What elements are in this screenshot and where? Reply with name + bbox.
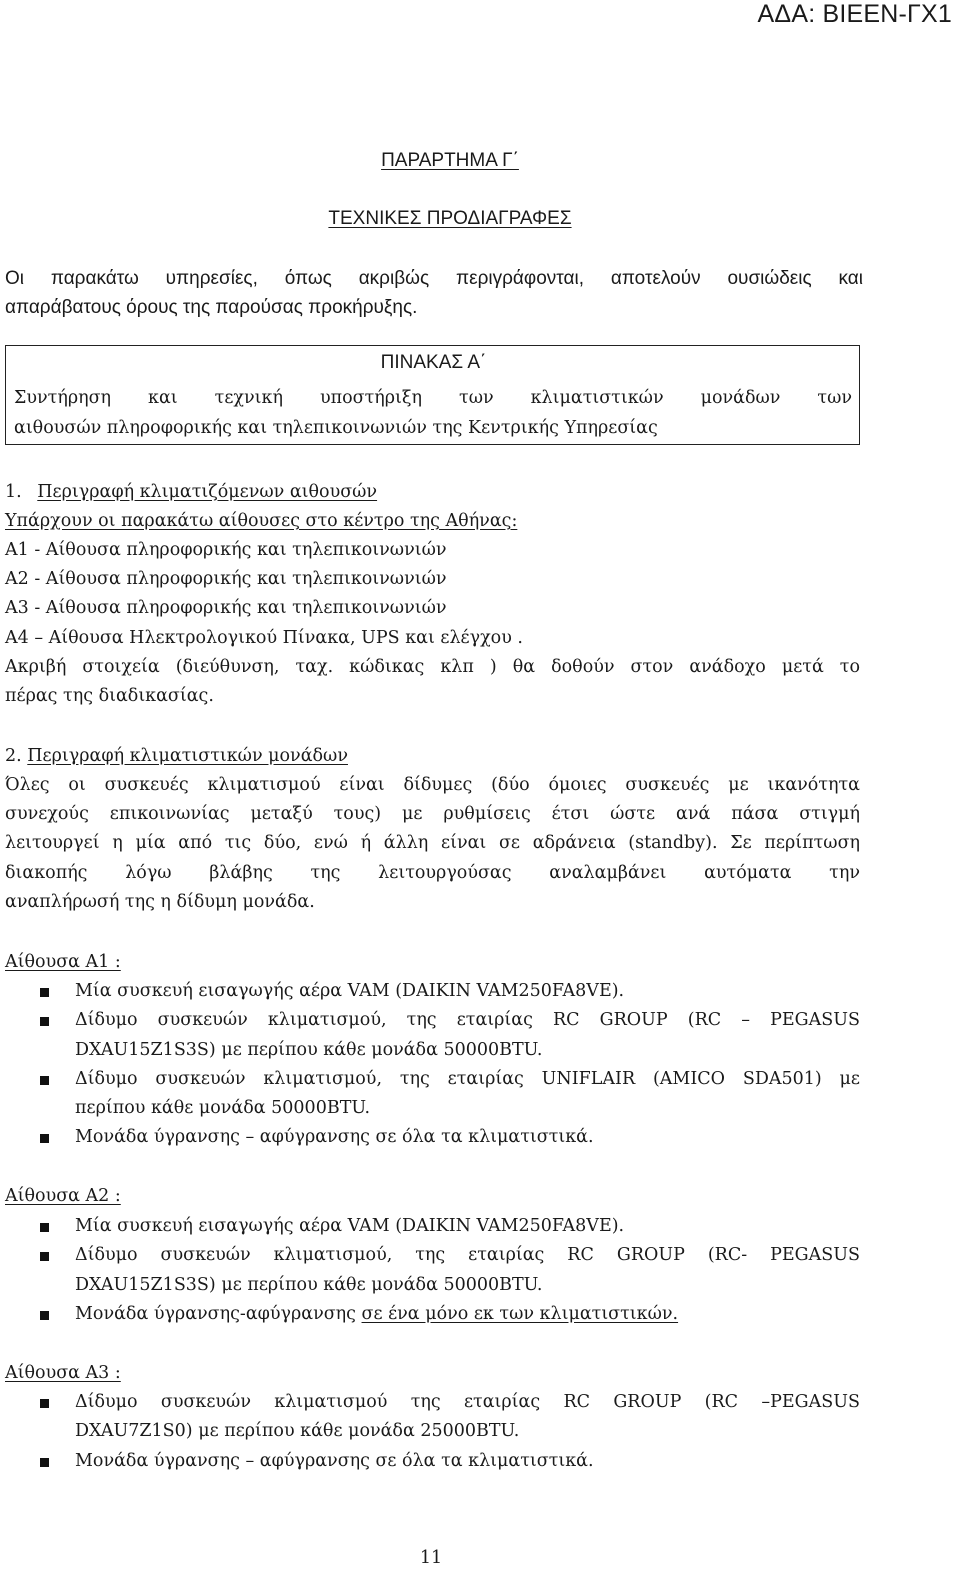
table-a-line-1: Συντήρηση και τεχνική υποστήριξη των κλιματιστικών μονάδων των [14, 388, 852, 408]
room-a2-title [5, 1186, 860, 1206]
bullet-icon [40, 1399, 49, 1408]
table-a-line-2: αιθουσών πληροφορικής και τηλεπικοινωνιών της Κεντρικής Υπηρεσίας [14, 418, 658, 438]
bullet-icon [40, 1017, 49, 1026]
bullet-icon [40, 1458, 49, 1467]
room-a2-title-text: Αίθουσα Α2 : [5, 1186, 121, 1206]
list-item-continuation: DXAU7Z1S0) με περίπου κάθε μονάδα 25000BTU. [75, 1421, 520, 1441]
bullet-icon [40, 1223, 49, 1232]
list-item: Μονάδα ύγρανσης – αφύγρανσης σε όλα τα κλιματιστικά. [75, 1451, 594, 1471]
list-item: Δίδυμο συσκευών κλιματισμού, της εταιρίας UNIFLAIR (AMICO SDA501) με [75, 1069, 860, 1089]
room-a1-title-text: Αίθουσα Α1 : [5, 952, 121, 972]
list-item-text: Μονάδα ύγρανσης-αφύγρανσης [75, 1304, 362, 1324]
room-list-item: Α1 - Αίθουσα πληροφορικής και τηλεπικοινωνιών [5, 540, 447, 560]
table-a-box [5, 345, 860, 445]
room-list-item: Α3 - Αίθουσα πληροφορικής και τηλεπικοινωνιών [5, 598, 447, 618]
list-item-continuation: DXAU15Z1S3S) με περίπου κάθε μονάδα 50000BTU. [75, 1275, 543, 1295]
bullet-icon [40, 1311, 49, 1320]
section-2-line: λειτουργεί η μία από τις δύο, ενώ ή άλλη είναι σε αδράνεια (standby). Σε περίπτωση [5, 833, 860, 853]
room-a3-title-text: Αίθουσα Α3 : [5, 1363, 121, 1383]
section-1-note-line-1: Ακριβή στοιχεία (διεύθυνση, ταχ. κώδικας κλπ ) θα δοθούν στον ανάδοχο μετά το [5, 657, 860, 677]
list-item-underlined-text: σε ένα μόνο εκ των κλιματιστικών. [361, 1304, 679, 1324]
list-item [75, 1304, 860, 1324]
specs-title: ΤΕΧΝΙΚΕΣ ΠΡΟΔΙΑΓΡΑΦΕΣ [328, 208, 572, 229]
table-a-title: ΠΙΝΑΚΑΣ Α΄ [380, 352, 487, 373]
section-2-line: διακοπής λόγω βλάβης της λειτουργούσας αναλαμβάνει αυτόματα την [5, 863, 860, 883]
list-item: Μία συσκευή εισαγωγής αέρα VAM (DAIKIN VAM250FA8VE). [75, 1216, 625, 1236]
list-item: Δίδυμο συσκευών κλιματισμού, της εταιρίας RC GROUP (RC- PEGASUS [75, 1245, 860, 1265]
section-1-subheading-text: Υπάρχουν οι παρακάτω αίθουσες στο κέντρο της Αθήνας: [5, 511, 518, 531]
intro-line-1: Οι παρακάτω υπηρεσίες, όπως ακριβώς περιγράφονται, αποτελούν ουσιώδεις και [5, 268, 863, 289]
room-list-item: Α4 – Αίθουσα Ηλεκτρολογικού Πίνακα, UPS και ελέγχου . [5, 628, 523, 648]
bullet-icon [40, 988, 49, 997]
room-a1-title [5, 952, 860, 972]
list-item: Δίδυμο συσκευών κλιματισμού της εταιρίας RC GROUP (RC –PEGASUS [75, 1392, 860, 1412]
list-item: Δίδυμο συσκευών κλιματισμού, της εταιρίας RC GROUP (RC – PEGASUS [75, 1010, 860, 1030]
list-item: Μία συσκευή εισαγωγής αέρα VAM (DAIKIN VAM250FA8VE). [75, 981, 625, 1001]
section-2-title: Περιγραφή κλιματιστικών μονάδων [27, 746, 348, 766]
bullet-icon [40, 1134, 49, 1143]
list-item-continuation: περίπου κάθε μονάδα 50000BTU. [75, 1098, 371, 1118]
section-2-heading [5, 746, 860, 766]
section-2-line: Όλες οι συσκευές κλιματισμού είναι δίδυμες (δύο όμοιες συσκευές με ικανότητα [5, 775, 860, 795]
section-1-heading [5, 482, 860, 502]
section-2-number: 2. [5, 746, 22, 766]
section-1-number: 1. [5, 482, 22, 502]
room-list-item: Α2 - Αίθουσα πληροφορικής και τηλεπικοινωνιών [5, 569, 447, 589]
room-a3-title [5, 1363, 860, 1383]
intro-line-2: απαράβατους όρους της παρούσας προκήρυξης. [5, 297, 418, 318]
ada-code: ΑΔΑ: ΒΙΕΕΝ-ΓΧ1 [757, 0, 952, 28]
section-2-line: συνεχούς επικοινωνίας μεταξύ τους) με ρυθμίσεις έτσι ώστε ανά πάσα στιγμή [5, 804, 860, 824]
bullet-icon [40, 1252, 49, 1261]
annex-title: ΠΑΡΑΡΤΗΜΑ Γ΄ [381, 150, 519, 171]
section-1-note-line-2: πέρας της διαδικασίας. [5, 686, 214, 706]
list-item: Μονάδα ύγρανσης – αφύγρανσης σε όλα τα κλιματιστικά. [75, 1127, 594, 1147]
bullet-icon [40, 1076, 49, 1085]
section-1-subheading [5, 511, 860, 531]
page-number: 11 [419, 1548, 443, 1568]
section-2-line: αναπλήρωσή της η δίδυμη μονάδα. [5, 892, 315, 912]
section-1-title: Περιγραφή κλιματιζόμενων αιθουσών [37, 482, 378, 502]
list-item-continuation: DXAU15Z1S3S) με περίπου κάθε μονάδα 50000BTU. [75, 1040, 543, 1060]
